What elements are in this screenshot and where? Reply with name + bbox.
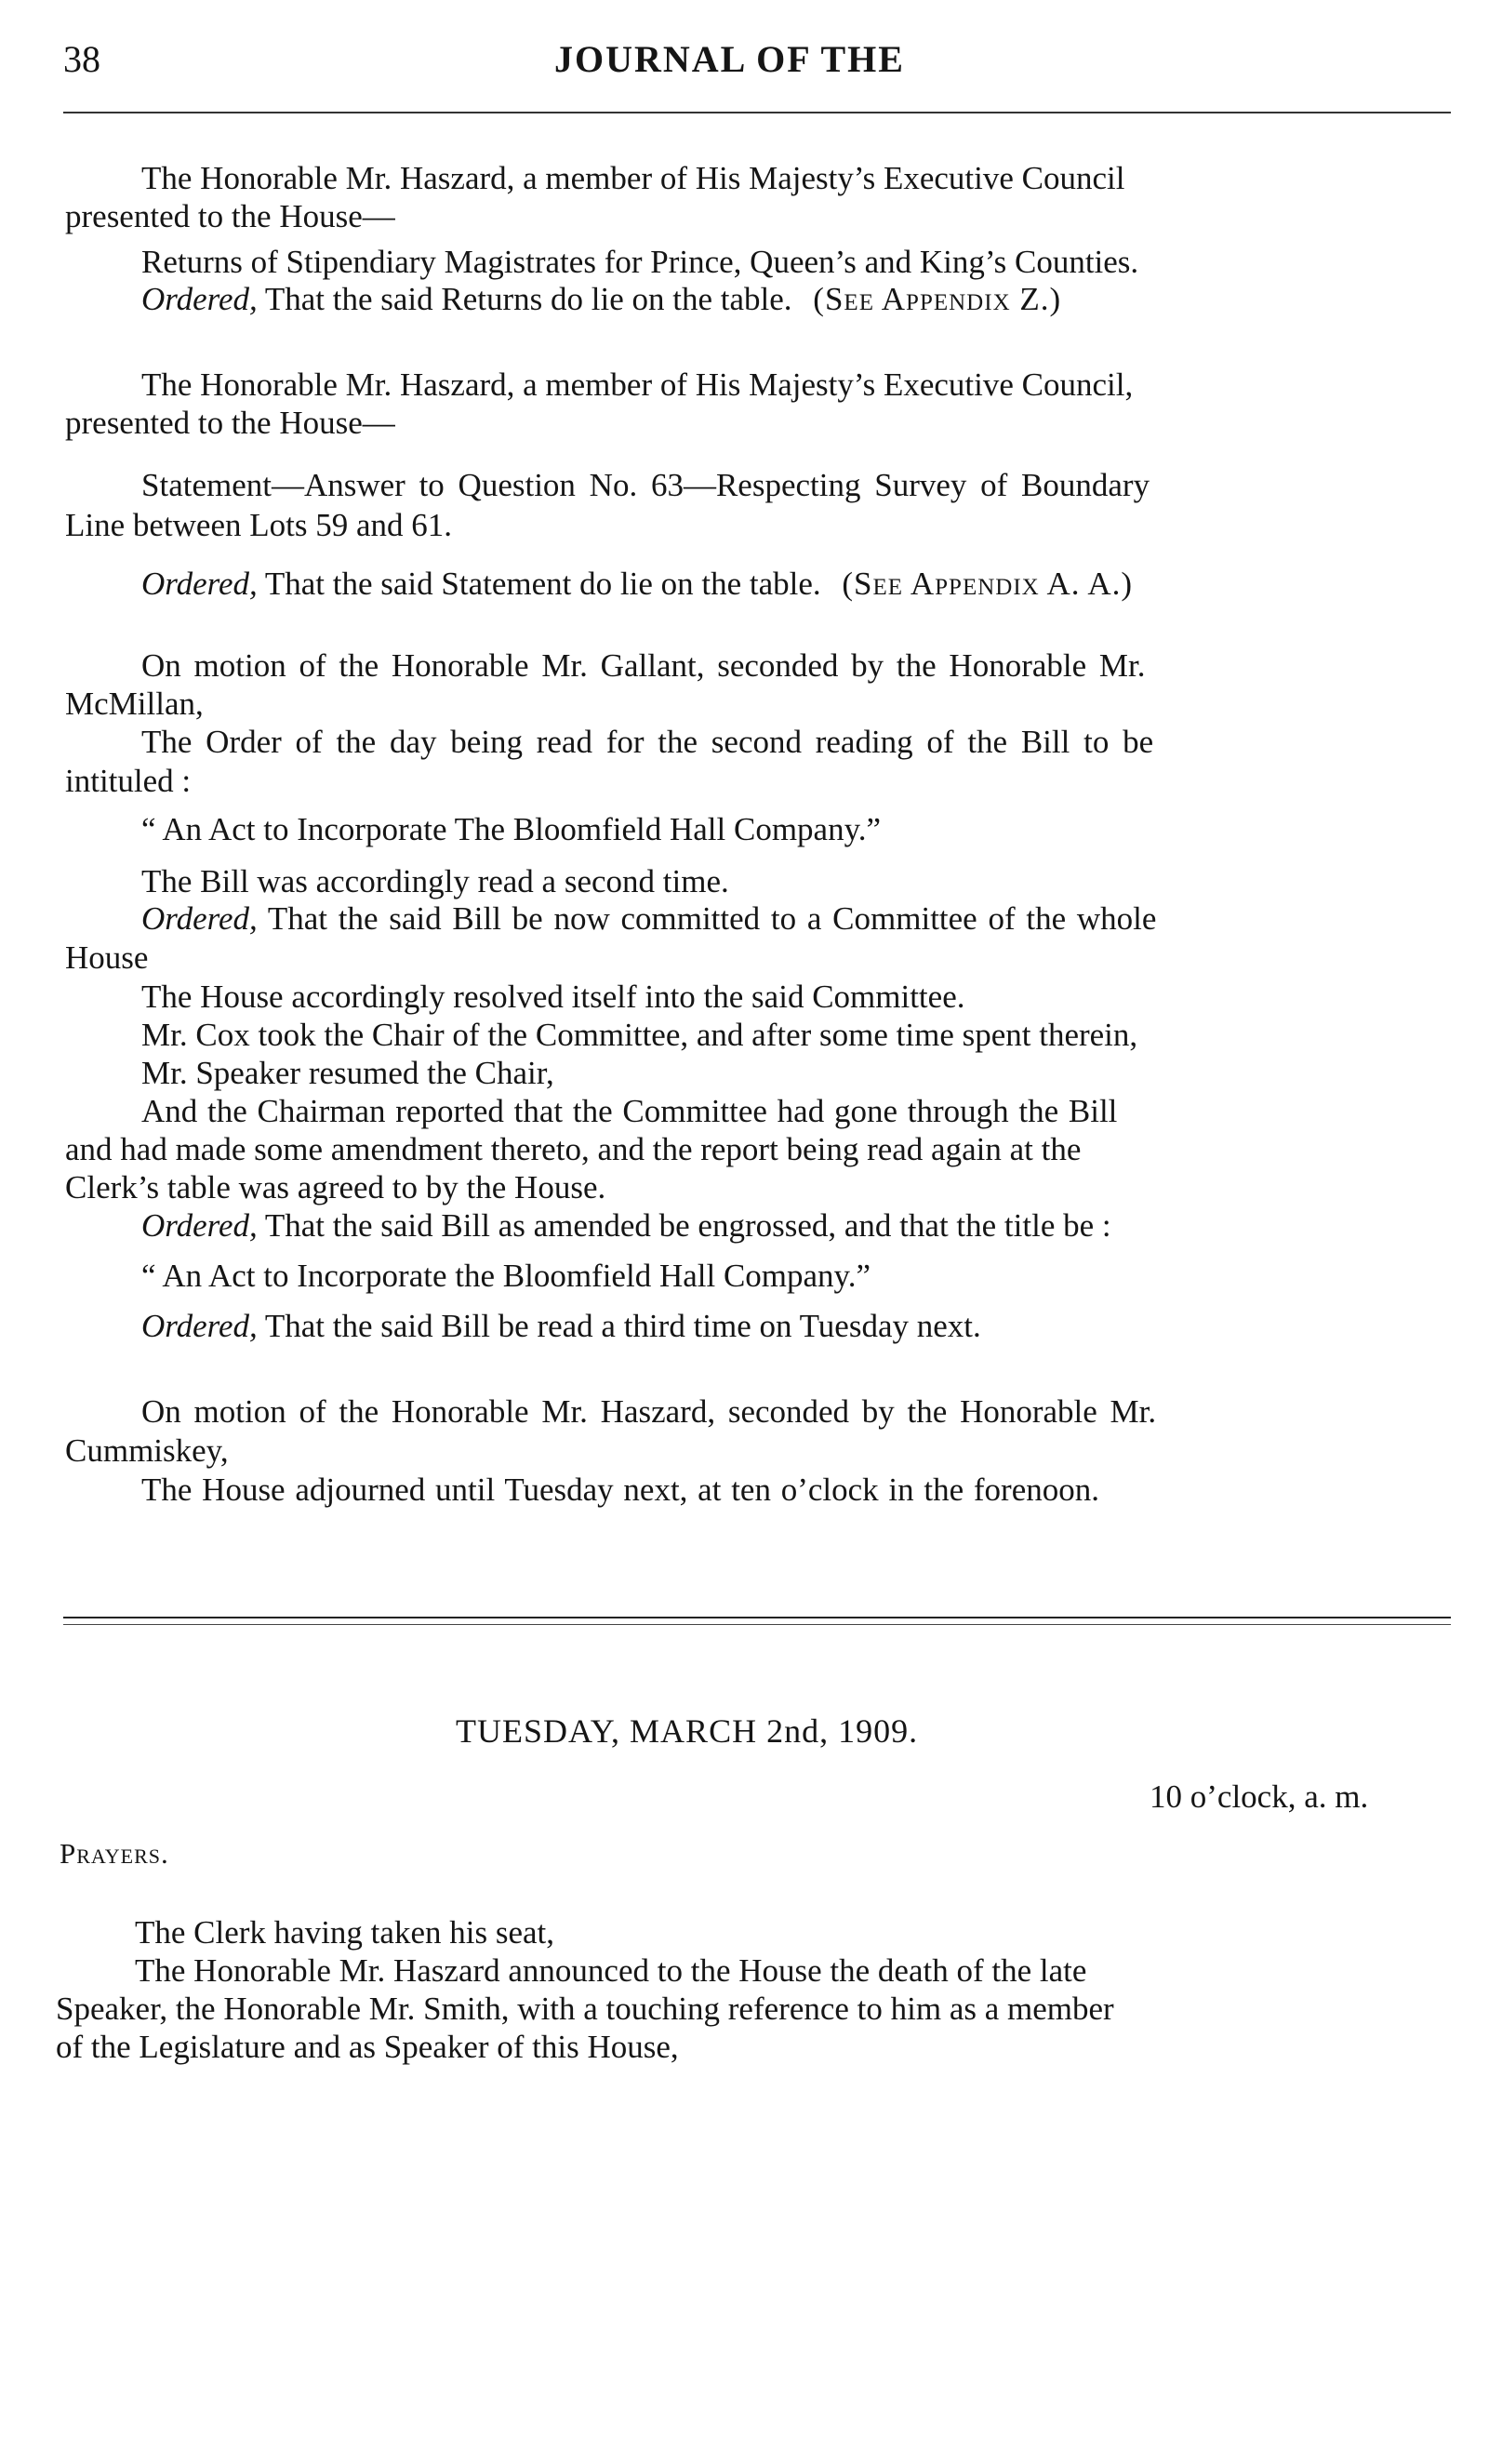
session-line2: The Honorable Mr. Haszard announced to the House the death of the late bbox=[135, 1952, 1087, 1989]
session-line3: Speaker, the Honorable Mr. Smith, with a touching reference to him as a member bbox=[56, 1991, 1114, 2027]
section3-line3: The Order of the day being read for the second reading of the Bill to be bbox=[141, 724, 1154, 760]
section3-line14: Clerk’s table was agreed to by the House. bbox=[65, 1169, 606, 1205]
section4-line1: On motion of the Honorable Mr. Haszard, seconded by the Honorable Mr. bbox=[141, 1393, 1157, 1430]
separator-rule-top bbox=[63, 1617, 1451, 1618]
section3-line17: Ordered, That the said Bill be read a third time on Tuesday next. bbox=[141, 1308, 981, 1344]
section1-line4: Ordered, That the said Returns do lie on the table. (See Appendix Z.) bbox=[141, 281, 1062, 317]
section3-line2: McMillan, bbox=[65, 686, 204, 722]
section3-line8: House bbox=[65, 939, 149, 976]
ordered-label: Ordered, bbox=[141, 566, 258, 602]
section3-line10: Mr. Cox took the Chair of the Committee, and after some time spent therein, bbox=[141, 1017, 1138, 1053]
appendix-reference: (See Appendix Z.) bbox=[813, 281, 1062, 317]
section3-line13: and had made some amendment thereto, and the report being read again at the bbox=[65, 1131, 1082, 1167]
section2-line2: presented to the House— bbox=[65, 405, 395, 441]
session-line4: of the Legislature and as Speaker of this House, bbox=[56, 2029, 679, 2065]
section2-line4: Line between Lots 59 and 61. bbox=[65, 507, 453, 543]
section2-line5: Ordered, That the said Statement do lie on the table. (See Appendix A. A.) bbox=[141, 566, 1134, 602]
section3-line4: intituled : bbox=[65, 763, 192, 799]
header-rule bbox=[63, 112, 1451, 113]
section1-line2: presented to the House— bbox=[65, 198, 395, 234]
section4-line3: The House adjourned until Tuesday next, at ten o’clock in the forenoon. bbox=[141, 1472, 1099, 1508]
session-time: 10 o’clock, a. m. bbox=[1150, 1778, 1369, 1815]
section3-line11: Mr. Speaker resumed the Chair, bbox=[141, 1055, 554, 1091]
section1-line3: Returns of Stipendiary Magistrates for Prince, Queen’s and King’s Counties. bbox=[141, 244, 1139, 280]
page-number: 38 bbox=[63, 38, 100, 80]
ordered-label: Ordered, bbox=[141, 1308, 258, 1344]
section3-line9: The House accordingly resolved itself into the said Committee. bbox=[141, 979, 965, 1015]
appendix-reference: (See Appendix A. A.) bbox=[842, 566, 1134, 602]
ordered-label: Ordered, bbox=[141, 900, 258, 937]
separator-rule-bottom bbox=[63, 1624, 1451, 1625]
ordered-label: Ordered, bbox=[141, 281, 258, 317]
session-line1: The Clerk having taken his seat, bbox=[135, 1914, 554, 1951]
section1-line1: The Honorable Mr. Haszard, a member of His Majesty’s Executive Council bbox=[141, 160, 1125, 196]
section3-line16: “ An Act to Incorporate the Bloomfield Hall Company.” bbox=[141, 1258, 871, 1294]
section2-line1: The Honorable Mr. Haszard, a member of His Majesty’s Executive Council, bbox=[141, 366, 1134, 403]
section2-line3: Statement—Answer to Question No. 63—Respecting Survey of Boundary bbox=[141, 467, 1150, 503]
section3-line1: On motion of the Honorable Mr. Gallant, seconded by the Honorable Mr. bbox=[141, 647, 1146, 684]
section3-line12: And the Chairman reported that the Committee had gone through the Bill bbox=[141, 1093, 1118, 1129]
ordered-label: Ordered, bbox=[141, 1207, 258, 1244]
section3-line5: “ An Act to Incorporate The Bloomfield Hall Company.” bbox=[141, 811, 882, 847]
session-date-heading: TUESDAY, MARCH 2nd, 1909. bbox=[456, 1712, 919, 1750]
page-title: JOURNAL OF THE bbox=[554, 38, 905, 80]
section3-line6: The Bill was accordingly read a second time. bbox=[141, 863, 729, 899]
section4-line2: Cummiskey, bbox=[65, 1432, 229, 1469]
section3-line15: Ordered, That the said Bill as amended be engrossed, and that the title be : bbox=[141, 1207, 1111, 1244]
prayers-label: Prayers. bbox=[60, 1837, 169, 1870]
section3-line7: Ordered, That the said Bill be now committed to a Committee of the whole bbox=[141, 900, 1157, 937]
